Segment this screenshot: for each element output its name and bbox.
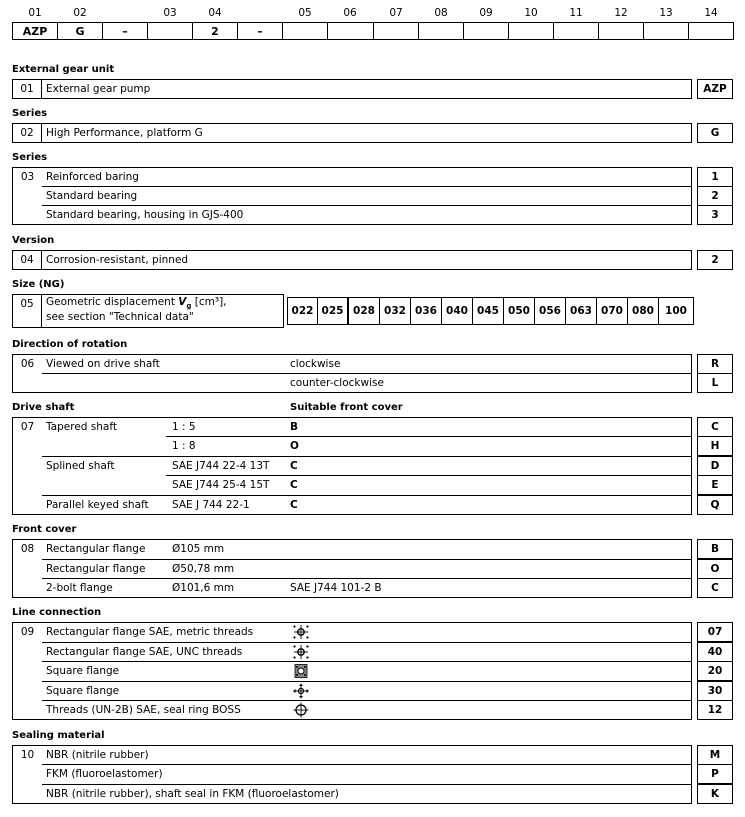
option-code: AZP	[697, 79, 733, 99]
option-code: 20	[697, 661, 733, 681]
table-row	[41, 681, 692, 701]
option-label: Standard bearing, housing in GJS-400	[46, 209, 244, 221]
size-option: 045	[472, 297, 504, 325]
position-number: 07	[389, 7, 403, 19]
option-code: 07	[697, 622, 733, 642]
option-label: NBR (nitrile rubber), shaft seal in FKM (fluoroelastomer)	[46, 788, 339, 800]
front-cover-code: C	[290, 479, 298, 491]
option-code: B	[697, 539, 733, 559]
table-row	[41, 436, 692, 456]
code-cell: 2	[192, 22, 238, 40]
option-label: Splined shaft	[46, 460, 115, 472]
option-code: H	[697, 436, 733, 456]
code-cell	[373, 22, 419, 40]
section-title: Size (NG)	[12, 279, 65, 290]
section-title: Series	[12, 108, 48, 119]
column-title: Suitable front cover	[290, 402, 403, 413]
position-number: 05	[298, 7, 312, 19]
code-cell	[508, 22, 554, 40]
option-code: 1	[697, 167, 733, 187]
option-code: 40	[697, 642, 733, 662]
size-option: 050	[503, 297, 535, 325]
option-code: M	[697, 745, 733, 765]
code-cell	[553, 22, 599, 40]
size-option: 032	[379, 297, 411, 325]
front-cover-code: O	[290, 440, 299, 452]
section-title: Sealing material	[12, 730, 105, 741]
option-spec: 1 : 5	[172, 421, 196, 433]
option-code: Q	[697, 495, 733, 515]
position-number: 12	[614, 7, 628, 19]
table-row	[41, 417, 692, 437]
section-number: 03	[12, 167, 42, 225]
section-title: Front cover	[12, 524, 77, 535]
section-title: External gear unit	[12, 64, 115, 75]
size-option: 025	[317, 297, 348, 325]
option-extra: SAE J744 101-2 B	[290, 582, 382, 594]
position-number: 03	[163, 7, 177, 19]
option-code: G	[697, 123, 733, 143]
size-option: 100	[658, 297, 694, 325]
option-code: R	[697, 354, 733, 374]
option-spec: SAE J 744 22-1	[172, 499, 250, 511]
position-number: 10	[524, 7, 538, 19]
option-label: Rectangular flange SAE, metric threads	[46, 626, 254, 638]
position-number: 02	[73, 7, 87, 19]
option-label: Reinforced baring	[46, 171, 139, 183]
option-label: Parallel keyed shaft	[46, 499, 149, 511]
section-number: 07	[12, 417, 42, 515]
table-row	[41, 186, 692, 206]
table-row	[41, 661, 692, 681]
code-cell	[463, 22, 509, 40]
option-code: D	[697, 456, 733, 476]
option-label: 2-bolt flange	[46, 582, 113, 594]
option-label: External gear pump	[46, 83, 151, 95]
code-cell: –	[102, 22, 148, 40]
section-number: 09	[12, 622, 42, 720]
option-label: Rectangular flange	[46, 543, 146, 555]
size-option: 036	[410, 297, 442, 325]
option-label: Square flange	[46, 685, 120, 697]
section-number: 06	[12, 354, 42, 393]
option-spec: Ø101,6 mm	[172, 582, 235, 594]
option-code: C	[697, 578, 733, 598]
position-number: 04	[208, 7, 222, 19]
option-code: E	[697, 475, 733, 495]
section-title: Direction of rotation	[12, 339, 128, 350]
option-code: 3	[697, 205, 733, 225]
code-cell	[643, 22, 689, 40]
row-divider-gap	[42, 374, 285, 376]
section-title: Drive shaft	[12, 402, 75, 413]
section-title: Version	[12, 235, 55, 246]
size-option: 063	[565, 297, 597, 325]
code-cell: –	[237, 22, 283, 40]
table-row	[41, 456, 692, 476]
size-option: 080	[627, 297, 659, 325]
code-cell	[688, 22, 734, 40]
front-cover-code: B	[290, 421, 299, 433]
option-label: Rectangular flange	[46, 563, 146, 575]
option-label: Tapered shaft	[46, 421, 117, 433]
option-value: counter-clockwise	[290, 377, 384, 389]
size-option: 056	[534, 297, 566, 325]
option-code: C	[697, 417, 733, 437]
option-spec: SAE J744 25-4 15T	[172, 479, 270, 491]
code-cell	[418, 22, 464, 40]
option-label: Square flange	[46, 665, 120, 677]
option-label: Rectangular flange SAE, UNC threads	[46, 646, 243, 658]
code-cell	[282, 22, 328, 40]
position-number: 13	[659, 7, 673, 19]
position-number: 11	[569, 7, 583, 19]
option-label: Viewed on drive shaft	[46, 358, 160, 370]
rect-flange-4bolt-icon	[292, 624, 310, 640]
section-title: Line connection	[12, 607, 102, 618]
code-cell	[147, 22, 193, 40]
option-code: L	[697, 373, 733, 393]
option-label: Threads (UN-2B) SAE, seal ring BOSS	[46, 704, 241, 716]
position-number: 09	[479, 7, 493, 19]
position-number: 01	[28, 7, 42, 19]
size-option: 028	[348, 297, 380, 325]
option-code: O	[697, 559, 733, 579]
option-code: K	[697, 784, 733, 804]
option-code: P	[697, 764, 733, 784]
option-label: FKM (fluoroelastomer)	[46, 768, 163, 780]
option-label: Corrosion-resistant, pinned	[46, 254, 189, 266]
option-label: NBR (nitrile rubber)	[46, 749, 149, 761]
rect-flange-4bolt-icon	[292, 644, 310, 660]
option-code: 2	[697, 250, 733, 270]
option-label: Standard bearing	[46, 190, 138, 202]
size-label-line1: Geometric displacement $V_g$ [cm³],	[46, 296, 227, 311]
front-cover-code: C	[290, 499, 298, 511]
option-spec: 1 : 8	[172, 440, 196, 452]
size-option: 040	[441, 297, 473, 325]
option-code: 30	[697, 681, 733, 701]
section-number: 10	[12, 745, 42, 804]
option-spec: SAE J744 22-4 13T	[172, 460, 270, 472]
section-number: 04	[12, 250, 42, 270]
section-title: Series	[12, 152, 48, 163]
code-cell	[327, 22, 374, 40]
option-value: clockwise	[290, 358, 341, 370]
option-code: 2	[697, 186, 733, 206]
code-cell: G	[57, 22, 103, 40]
position-number: 14	[704, 7, 718, 19]
section-number: 08	[12, 539, 42, 598]
option-spec: Ø50,78 mm	[172, 563, 235, 575]
size-option: 070	[596, 297, 628, 325]
code-cell: AZP	[12, 22, 58, 40]
front-cover-code: C	[290, 460, 298, 472]
option-label: High Performance, platform G	[46, 127, 203, 139]
square-flange-arrows-icon	[292, 683, 310, 699]
option-code: 12	[697, 700, 733, 720]
position-number: 06	[343, 7, 357, 19]
position-number: 08	[434, 7, 448, 19]
size-option: 022	[287, 297, 318, 325]
size-label-line2: see section "Technical data"	[46, 311, 194, 323]
section-number: 02	[12, 123, 42, 143]
square-flange-icon	[292, 663, 310, 679]
section-number: 05	[12, 294, 42, 328]
section-number: 01	[12, 79, 42, 99]
threaded-port-icon	[292, 702, 310, 718]
option-spec: Ø105 mm	[172, 543, 225, 555]
table-row	[41, 475, 692, 495]
code-cell	[598, 22, 644, 40]
